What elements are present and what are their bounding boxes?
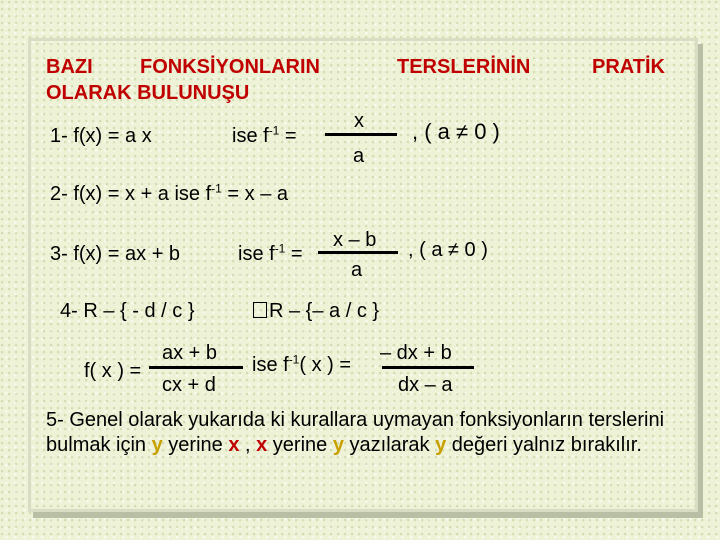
rule4-numerator: ax + b — [162, 342, 218, 364]
rule3-condition: , ( a ≠ 0 ) — [408, 239, 488, 261]
rule4-inverse-numerator: – dx + b — [380, 342, 452, 364]
rule2-text: 2- f(x) = x + a ise $f^{-1} = x - a$ — [50, 181, 288, 205]
title-word-3: TERSLERİNİN — [397, 56, 531, 78]
rule3-inverse-label: ise $f^{-1}$ = — [238, 241, 303, 265]
rule4-inverse-fraction-bar — [382, 366, 474, 369]
rule1-inverse-label: ise $f^{-1}$ = — [232, 123, 297, 147]
title-word-1: BAZI — [46, 56, 93, 78]
title-word-2: FONKSİYONLARIN — [140, 56, 320, 78]
rule4-range: R – {– a / c } — [253, 301, 379, 321]
title-line-2: OLARAK BULUNUŞU — [46, 82, 250, 104]
missing-glyph-icon — [253, 302, 267, 318]
rule5-paragraph: 5- Genel olarak yukarıda ki kurallara uymayan fonksiyonların terslerini bulmak için y yerine x , x yerine y yazılarak y değeri yalnız bırakılır. — [46, 409, 665, 456]
rule4-inverse-label: ise $f^{-1}$( x ) = — [252, 352, 352, 376]
rule1-condition: , ( a ≠ 0 ) — [412, 119, 500, 144]
rule3-numerator: x – b — [333, 229, 377, 251]
rule4-domain: 4- R – { - d / c } — [60, 300, 195, 322]
rule3-fraction-bar — [318, 251, 398, 254]
rule4-denominator: cx + d — [162, 374, 216, 396]
rule4-fraction-bar — [149, 366, 243, 369]
rule1-lhs: 1- f(x) = a x — [50, 125, 152, 147]
title-word-4: PRATİK — [592, 56, 665, 78]
rule4-inverse-denominator: dx – a — [398, 374, 453, 396]
rule3-lhs: 3- f(x) = ax + b — [50, 243, 181, 265]
rule4-function-lhs: f( x ) = — [84, 360, 142, 382]
rule1-denominator: a — [353, 145, 365, 167]
rule1-numerator: x — [354, 110, 364, 132]
rule1-fraction-bar — [325, 133, 397, 136]
rule3-denominator: a — [351, 259, 363, 281]
